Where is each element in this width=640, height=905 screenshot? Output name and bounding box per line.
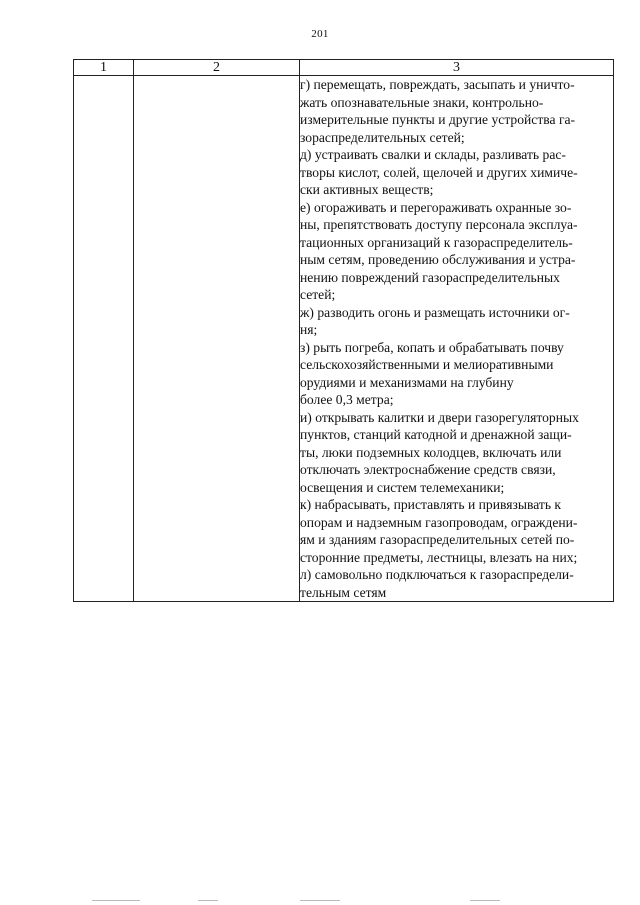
text-line: ным сетям, проведению обслуживания и устра- [300,252,576,267]
column-2-cell [134,76,300,602]
text-line: сетей; [300,287,336,302]
text-line: ны, препятствовать доступу персонала эксплуа- [300,217,578,232]
text-line: отключать электроснабжение средств связи, [300,462,556,477]
column-header-3: 3 [300,60,614,76]
column-3-cell [300,76,614,602]
text-line: жать опознавательные знаки, контрольно- [300,94,544,110]
text-line: тационных организаций к газораспределитель- [300,234,573,250]
text-line: ям и зданиям газораспределительных сетей по- [300,532,575,547]
page-number: 201 [311,28,329,40]
column-header-1: 1 [74,60,134,76]
text-line: творы кислот, солей, щелочей и других химиче- [300,164,578,180]
text-line: освещения и систем телемеханики; [300,479,505,495]
text-line: орудиями и механизмами на глубину [300,374,514,390]
text-line: з) рыть погреба, копать и обрабатывать почву [300,339,564,355]
table-row [74,76,614,602]
text-line: ня; [300,322,318,337]
text-line: г) перемещать, повреждать, засыпать и уничто- [300,77,575,92]
text-line: ты, люки подземных колодцев, включать или [300,444,562,460]
text-line: к) набрасывать, приставлять и привязывать к [300,497,562,512]
text-line: е) огораживать и перегораживать охранные зо- [300,199,572,215]
text-line: ж) разводить огонь и размещать источники ог- [300,304,570,320]
text-line: опорам и надземным газопроводам, ограждени- [300,514,578,530]
text-line: пунктов, станций катодной и дренажной защи- [300,427,572,442]
table-header [74,60,614,76]
text-line: измерительные пункты и другие устройства га- [300,112,576,127]
text-line: д) устраивать свалки и склады, разливать рас- [300,147,566,162]
text-line: зораспределительных сетей; [300,129,465,145]
text-line: тельным сетям [300,584,387,600]
text-line: л) самовольно подключаться к газораспредели- [300,567,574,582]
text-line: ски активных веществ; [300,182,434,197]
column-1-cell [74,76,134,602]
text-line: сельскохозяйственными и мелиоративными [300,357,554,372]
scan-artifacts [0,897,640,905]
header-row [74,60,614,76]
text-line: сторонние предметы, лестницы, влезать на них; [300,549,578,565]
text-line: и) открывать калитки и двери газорегуляторных [300,409,579,425]
column-header-2: 2 [134,60,300,76]
text-line: нению повреждений газораспределительных [300,269,560,285]
text-line: более 0,3 метра; [300,392,394,407]
regulation-table [73,59,614,602]
